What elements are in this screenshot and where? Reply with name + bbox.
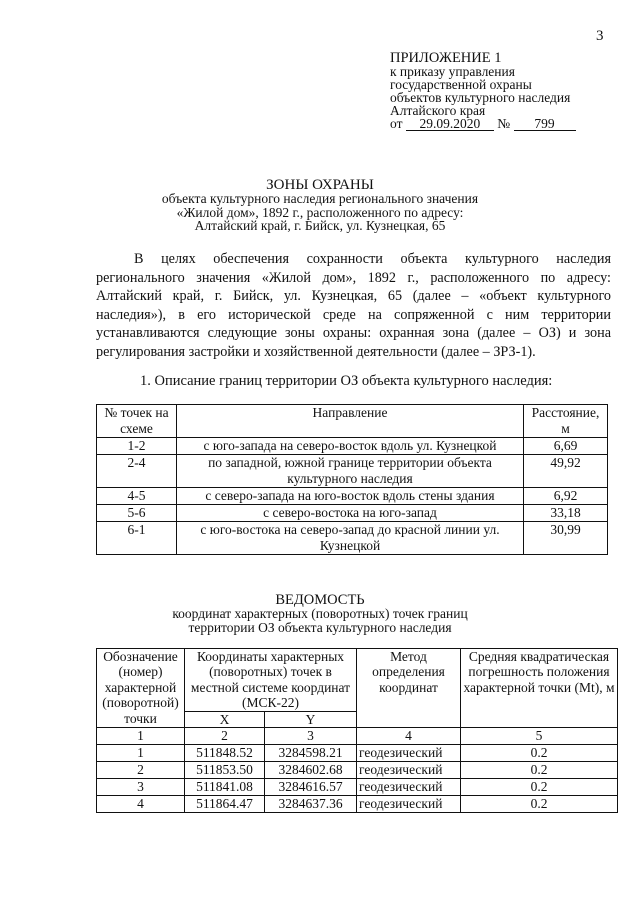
table-row xyxy=(97,438,608,455)
cell-x: 511841.08 xyxy=(185,779,265,796)
statement-line: территории ОЗ объекта культурного наследия xyxy=(188,619,452,635)
cell-error: 0.2 xyxy=(461,762,618,779)
cell-points: 5-6 xyxy=(97,505,177,522)
cell-distance: 33,18 xyxy=(524,505,608,522)
cell-distance: 6,92 xyxy=(524,488,608,505)
cell-y: 3284602.68 xyxy=(265,762,357,779)
table-header-row xyxy=(97,405,608,438)
header-designation: Обозначение (номер) характерной (поворотной) точки xyxy=(97,649,185,728)
document-heading xyxy=(60,178,580,233)
column-number: 1 xyxy=(97,728,185,745)
cell-method: геодезический xyxy=(357,762,461,779)
heading-line: «Жилой дом», 1892 г., расположенного по адресу: xyxy=(176,204,464,220)
column-number: 4 xyxy=(357,728,461,745)
table-row xyxy=(97,522,608,555)
table-row xyxy=(97,779,618,796)
column-number: 3 xyxy=(265,728,357,745)
cell-x: 511848.52 xyxy=(185,745,265,762)
table-row xyxy=(97,488,608,505)
table-row xyxy=(97,796,618,813)
header-points: № точек на схеме xyxy=(97,405,177,438)
appendix-line: государственной охраны xyxy=(390,77,532,92)
cell-x: 511864.47 xyxy=(185,796,265,813)
header-y: Y xyxy=(265,711,357,727)
cell-points: 4-5 xyxy=(97,488,177,505)
cell-y: 3284637.36 xyxy=(265,796,357,813)
statement-line: координат характерных (поворотных) точек границ xyxy=(172,606,468,621)
cell-points: 1-2 xyxy=(97,438,177,455)
column-number: 2 xyxy=(185,728,265,745)
heading-line: объекта культурного наследия регионального значения xyxy=(161,191,479,206)
order-number: 799 xyxy=(514,118,576,131)
table-row xyxy=(97,455,608,488)
header-direction: Направление xyxy=(177,405,524,438)
column-number-row xyxy=(97,728,618,745)
table-row xyxy=(97,745,618,762)
header-coordinates: Координаты характерных (поворотных) точек в местной системе координат (МСК-22) xyxy=(185,649,357,712)
header-x: X xyxy=(185,711,265,727)
table-row xyxy=(97,505,608,522)
appendix-line: объектов культурного наследия xyxy=(390,90,571,105)
statement-title: ВЕДОМОСТЬ xyxy=(275,592,365,608)
boundary-table xyxy=(96,404,608,555)
appendix-block xyxy=(390,52,630,131)
cell-point-number: 3 xyxy=(97,779,185,796)
cell-y: 3284598.21 xyxy=(265,745,357,762)
number-label: № xyxy=(497,116,511,131)
header-method: Метод определения координат xyxy=(357,649,461,728)
cell-points: 6-1 xyxy=(97,522,177,555)
header-distance: Расстояние, м xyxy=(524,405,608,438)
cell-point-number: 1 xyxy=(97,745,185,762)
column-number: 5 xyxy=(461,728,618,745)
coordinates-table xyxy=(96,648,618,813)
appendix-date-line xyxy=(390,117,630,131)
heading-line: Алтайский край, г. Бийск, ул. Кузнецкая, 65 xyxy=(194,218,446,233)
cell-y: 3284616.57 xyxy=(265,779,357,796)
cell-distance: 6,69 xyxy=(524,438,608,455)
cell-direction: с юго-востока на северо-запад до красной линии ул. Кузнецкой xyxy=(177,522,524,555)
cell-method: геодезический xyxy=(357,745,461,762)
header-error: Средняя квадратическая погрешность положения характерной точки (Mt), м xyxy=(461,649,618,728)
cell-x: 511853.50 xyxy=(185,762,265,779)
appendix-line: к приказу управления xyxy=(390,64,515,79)
from-label: от xyxy=(390,116,403,131)
cell-direction: с юго-запада на северо-восток вдоль ул. Кузнецкой xyxy=(177,438,524,455)
intro-text: В целях обеспечения сохранности объекта культурного наследия регионального значения «Жилой дом», 1892 г., расположенного по адресу: Алтайский край, г. Бийск, ул. Кузнецкая, 65 (далее – «объект культурного наследия»), в его исторической среде на сопряженной с ним территории устанавливаются следующие зоны охраны: охранная зона (далее – ОЗ) и зона регулирования застройки и хозяйственной деятельности (далее – ЗРЗ-1). xyxy=(96,251,611,360)
cell-direction: с северо-востока на юго-запад xyxy=(177,505,524,522)
appendix-title: ПРИЛОЖЕНИЕ 1 xyxy=(390,50,502,66)
cell-point-number: 2 xyxy=(97,762,185,779)
cell-method: геодезический xyxy=(357,796,461,813)
cell-direction: с северо-запада на юго-восток вдоль стены здания xyxy=(177,488,524,505)
cell-distance: 49,92 xyxy=(524,455,608,488)
section-1-heading: 1. Описание границ территории ОЗ объекта культурного наследия: xyxy=(140,373,553,389)
order-date: 29.09.2020 xyxy=(406,118,494,131)
cell-points: 2-4 xyxy=(97,455,177,488)
table-header-row xyxy=(97,649,618,712)
cell-point-number: 4 xyxy=(97,796,185,813)
cell-error: 0.2 xyxy=(461,745,618,762)
statement-heading xyxy=(60,593,580,634)
cell-method: геодезический xyxy=(357,779,461,796)
table-row xyxy=(97,762,618,779)
appendix-line: Алтайского края xyxy=(390,103,486,118)
cell-error: 0.2 xyxy=(461,796,618,813)
cell-distance: 30,99 xyxy=(524,522,608,555)
cell-error: 0.2 xyxy=(461,779,618,796)
heading-title: ЗОНЫ ОХРАНЫ xyxy=(266,177,374,193)
cell-direction: по западной, южной границе территории объекта культурного наследия xyxy=(177,455,524,488)
intro-paragraph xyxy=(96,250,611,361)
page-number: 3 xyxy=(596,28,604,44)
